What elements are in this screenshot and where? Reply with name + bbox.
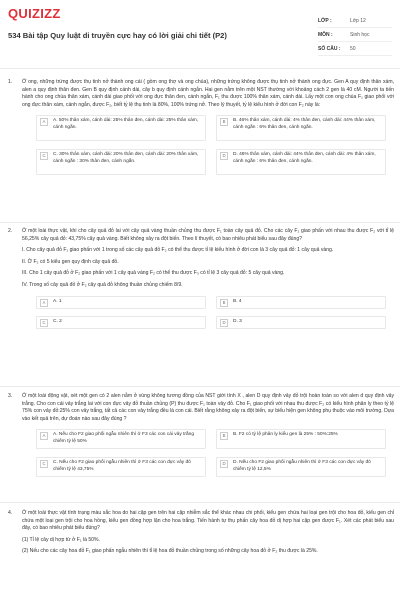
- option-b[interactable]: [216, 296, 386, 309]
- option-letter: B: [220, 432, 228, 440]
- option-text: C. Nếu cho F2 giao phối ngẫu nhiên thì ở F3 các con đực vảy đỏ chiếm tỷ lệ 43,75%: [53, 460, 191, 472]
- answer-options: [36, 115, 378, 179]
- statement-4: IV. Trong số cây quả đỏ ở F₂ cây quả đỏ không thuần chủng chiếm 8/9.: [22, 281, 183, 288]
- option-d[interactable]: [216, 457, 386, 477]
- option-text: A. Nếu cho F2 giao phối ngẫu nhiên thì ở F3 các con cái vảy trắng chiếm tỷ lệ 50%: [53, 432, 195, 444]
- statement-3: III. Cho 1 cây quả đỏ ở F₂ giao phấn với 1 cây quả vàng F₂ có thể thu được F₃ có tỉ lệ 3 cây quả đỏ: 5 cây quả vàng.: [22, 270, 285, 277]
- question-number: 1.: [8, 79, 13, 85]
- option-text: D. Nếu cho F2 giao phối ngẫu nhiên thì ở F3 các con đực vảy đỏ chiếm tỷ lệ 12,5%: [233, 460, 371, 472]
- question-4: [8, 510, 394, 556]
- statement-1: I. Cho cây quả đỏ F₁ giao phấn với 1 trong số các cây quả đỏ F₂ có thể thu được tỉ lệ kiểu hình ở đời con là 3 cây quả đỏ: 1 cây quả vàng.: [22, 247, 334, 254]
- option-letter: D: [220, 152, 228, 160]
- page-title: 534 Bài tập Quy luật di truyền cực hay có lời giải chi tiết (P2): [8, 31, 227, 40]
- class-label: LỚP :: [318, 17, 332, 24]
- option-letter: C: [40, 460, 48, 468]
- option-b[interactable]: [216, 429, 386, 449]
- question-stem: Ở một loài thực vật, khi cho cây quả đỏ lai với cây quả vàng thuần chủng thu được F₁ toàn cây quả đỏ. Cho các cây F₁ giao phấn với nhau thu được F₂ với tỉ lệ 56,25% cây quả đỏ: 43,75% cây quả vàng. Biết không xảy ra đột biến. Theo lí thuyết, có bao nhiêu phát biểu sau đây đúng?: [22, 228, 394, 242]
- class-value: Lớp 12: [350, 17, 366, 24]
- option-text: A. 1: [53, 298, 62, 304]
- header-divider: [0, 68, 400, 69]
- subject-value: Sinh học: [350, 31, 370, 38]
- question-divider: [0, 386, 400, 387]
- option-letter: C: [40, 319, 48, 327]
- option-c[interactable]: [36, 316, 206, 329]
- option-c[interactable]: [36, 149, 206, 175]
- question-divider: [0, 502, 400, 503]
- option-a[interactable]: [36, 296, 206, 309]
- option-text: C. 30% thân xám, cánh dài: 20% thân đen, cánh dài: 20% thân xám, cánh ngắn : 30% thân đen, cánh ngắn.: [53, 152, 199, 164]
- question-number: 3.: [8, 393, 13, 399]
- option-letter: D: [220, 319, 228, 327]
- question-stem: Ở một loài thực vật tính trạng màu sắc hoa do hai cặp gen trên hai cặp nhiễm sắc thể khác nhau chi phối, kiểu gen chứa hai loại gen trội cho hoa đỏ, kiểu gen chỉ chứa một loại gen trội cho hoa hồng, kiểu gen đồng hợp lặn cho hoa trắng. Tiến hành tự thụ phấn cây hoa đỏ dị hợp hai cặp gen được F₁. Xét các phát biểu sau đây, có bao nhiêu phát biểu đúng?: [22, 510, 394, 532]
- info-class-row: [318, 14, 392, 28]
- option-text: C. 2: [53, 318, 62, 324]
- option-a[interactable]: [36, 115, 206, 141]
- option-text: B. 46% thân xám, cánh dài: 4% thân đen, cánh dài: 44% thân xám, cánh ngắn : 6% thân đen, cánh ngắn.: [233, 118, 376, 130]
- question-count-label: SỐ CÂU :: [318, 45, 341, 52]
- option-letter: D: [220, 460, 228, 468]
- option-b[interactable]: [216, 115, 386, 141]
- question-divider: [0, 222, 400, 223]
- option-text: B. 4: [233, 298, 242, 304]
- option-text: A. 50% thân xám, cánh dài: 25% thân đen, cánh dài: 25% thân xám, cánh ngắn.: [53, 118, 199, 130]
- question-1: [8, 79, 394, 179]
- answer-options: [36, 296, 378, 334]
- quizizz-logo: QUIZIZZ: [8, 6, 61, 21]
- option-c[interactable]: [36, 457, 206, 477]
- question-3: [8, 393, 394, 481]
- option-letter: B: [220, 299, 228, 307]
- option-letter: A: [40, 118, 48, 126]
- info-panel: [318, 14, 392, 56]
- option-d[interactable]: [216, 149, 386, 175]
- question-stem: Ở ong, những trứng được thụ tinh nở thành ong cái ( gồm ong thợ và ong chúa), những trứng không được thụ tinh nở thành ong đực. Gen A quy định thân xám, alen a quy định thân đen. Gen B quy định cánh dài, cây b quy định cánh ngắn. Hai gen nằm trên một NST thường với khoảng cách 2 gen là 40 cM. Người ta tiến hành cho ong chúa thân xám, cánh dài giao phối với ong đực thân đen, cánh ngắn, F₁ thu được 100% thân xám, cánh dài. Lấy một con ong chúa F₁ giao phối với ong đực thân xám, cánh ngắn, được F₂, biết tỷ lệ thụ tinh là 80%, 100% trứng nở. Theo lý thuyết, tỷ lệ kiểu hình ở đời con F₂ này là:: [22, 79, 394, 108]
- info-count-row: [318, 42, 392, 56]
- option-letter: C: [40, 152, 48, 160]
- question-2: [8, 228, 394, 334]
- statement-2: II. Ở F₂ có 5 kiểu gen quy định cây quả đỏ.: [22, 258, 119, 265]
- answer-options: [36, 429, 378, 481]
- info-subject-row: [318, 28, 392, 42]
- option-d[interactable]: [216, 316, 386, 329]
- option-letter: B: [220, 118, 228, 126]
- option-letter: A: [40, 299, 48, 307]
- question-count-value: 50: [350, 45, 356, 52]
- question-stem: Ở một loài động vật, xét một gen có 2 alen nằm ở vùng không tương đồng của NST giới tính X , alen D quy định vảy đỏ trội hoàn toàn so với alen d quy định vảy trắng. Cho con cái vảy trắng lai với con đực vảy đỏ thuần chủng (P) thu được F₁ toàn vảy đỏ. Cho F₁ giao phối với nhau thu được F₂ có kiểu hình phân ly theo tỷ lệ 75% con vảy đỏ:25% con vảy trắng, tất cả các con vảy trắng đều là con cái. Biết rằng không xảy ra đột biến, sự biểu hiện gen không phụ thuộc vào môi trường. Dựa vào kết quả trên, dự đoán nào sau đây đúng ?: [22, 393, 394, 422]
- option-letter: A: [40, 432, 48, 440]
- question-number: 2.: [8, 228, 13, 234]
- statement-2: (2) Nếu cho các cây hoa đỏ F₁ giao phấn ngẫu nhiên thì tỉ lệ hoa đỏ thuần chủng trong số những cây hoa đỏ ở F₂ thu được là 25%.: [22, 548, 318, 555]
- subject-label: MÔN :: [318, 31, 333, 38]
- option-text: D. 46% thân xám, cánh dài: 44% thân đen, cánh dài: 4% thân xám, cánh ngắn : 6% thân đen, cánh ngắn.: [233, 152, 376, 164]
- option-text: B. F2 có tỷ lệ phân ly kiểu gen là 25% : 50%:25%: [233, 432, 338, 438]
- question-number: 4.: [8, 510, 13, 516]
- option-text: D. 3: [233, 318, 242, 324]
- option-a[interactable]: [36, 429, 206, 449]
- statement-1: (1) Tỉ lệ cây dị hợp từ ở F₁ là 50%.: [22, 536, 100, 543]
